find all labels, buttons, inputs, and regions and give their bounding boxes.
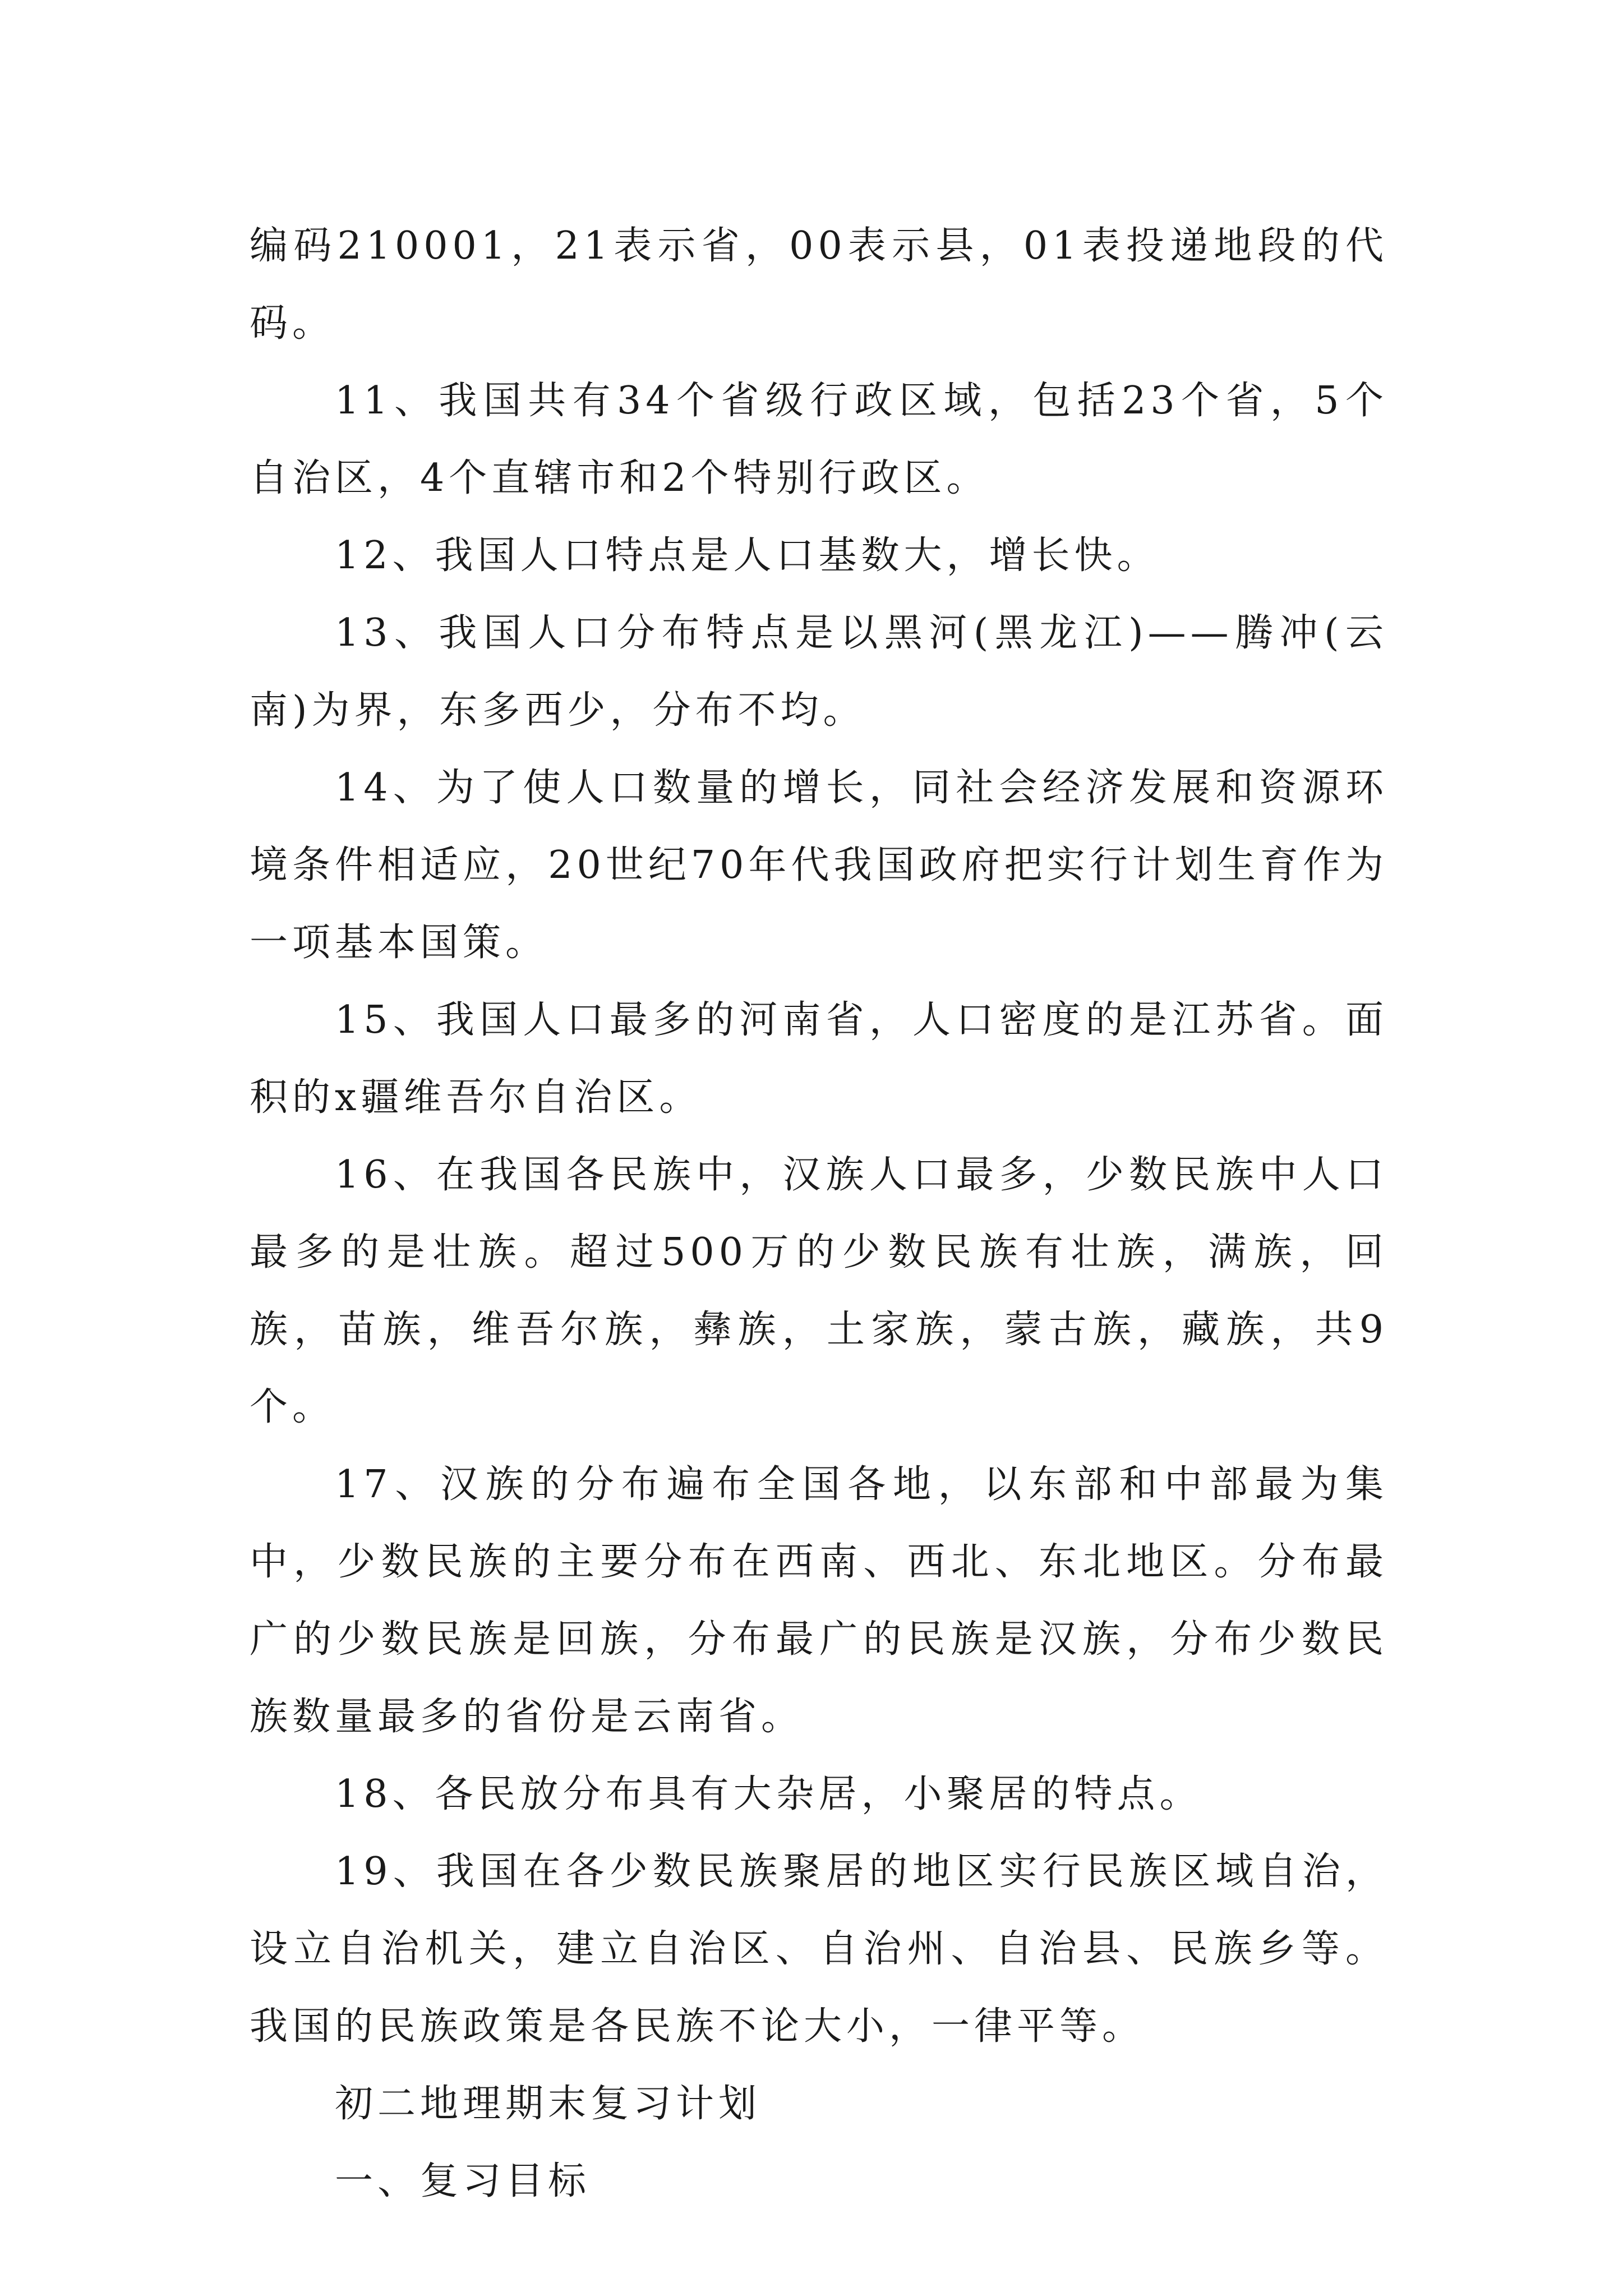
paragraph-14: 14、为了使人口数量的增长，同社会经济发展和资源环境条件相适应，20世纪70年代我国政府把实行计划生育作为一项基本国策。	[250, 766, 1388, 965]
paragraph-17: 17、汉族的分布遍布全国各地，以东部和中部最为集中，少数民族的主要分布在西南、西北、东北地区。分布最广的少数民族是回族，分布最广的民族是汉族，分布少数民族数量最多的省份是云南省。	[250, 1462, 1388, 1739]
section-title: 初二地理期末复习计划	[335, 2082, 762, 2126]
paragraph-11: 11、我国共有34个省级行政区域，包括23个省，5个自治区，4个直辖市和2个特别行政区。	[250, 379, 1388, 500]
paragraph-13: 13、我国人口分布特点是以黑河(黑龙江)——腾冲(云南)为界，东多西少，分布不均。	[250, 611, 1388, 733]
document-body	[250, 208, 1388, 2220]
paragraph-15: 15、我国人口最多的河南省，人口密度的是江苏省。面积的x疆维吾尔自治区。	[250, 998, 1388, 1120]
paragraph-19: 19、我国在各少数民族聚居的地区实行民族区域自治，设立自治机关，建立自治区、自治州、自治县、民族乡等。我国的民族政策是各民族不论大小，一律平等。	[250, 1849, 1388, 2049]
paragraph-18: 18、各民放分布具有大杂居，小聚居的特点。	[335, 1772, 1202, 1816]
paragraph-12: 12、我国人口特点是人口基数大，增长快。	[335, 533, 1160, 578]
paragraph-16: 16、在我国各民族中，汉族人口最多，少数民族中人口最多的是壮族。超过500万的少数民族有壮族，满族，回族，苗族，维吾尔族，彝族，土家族，蒙古族，藏族，共9个。	[250, 1153, 1388, 1429]
section-heading-review-goals: 一、复习目标	[335, 2159, 591, 2203]
paragraph-postal-code: 编码210001，21表示省，00表示县，01表投递地段的代码。	[250, 224, 1388, 346]
